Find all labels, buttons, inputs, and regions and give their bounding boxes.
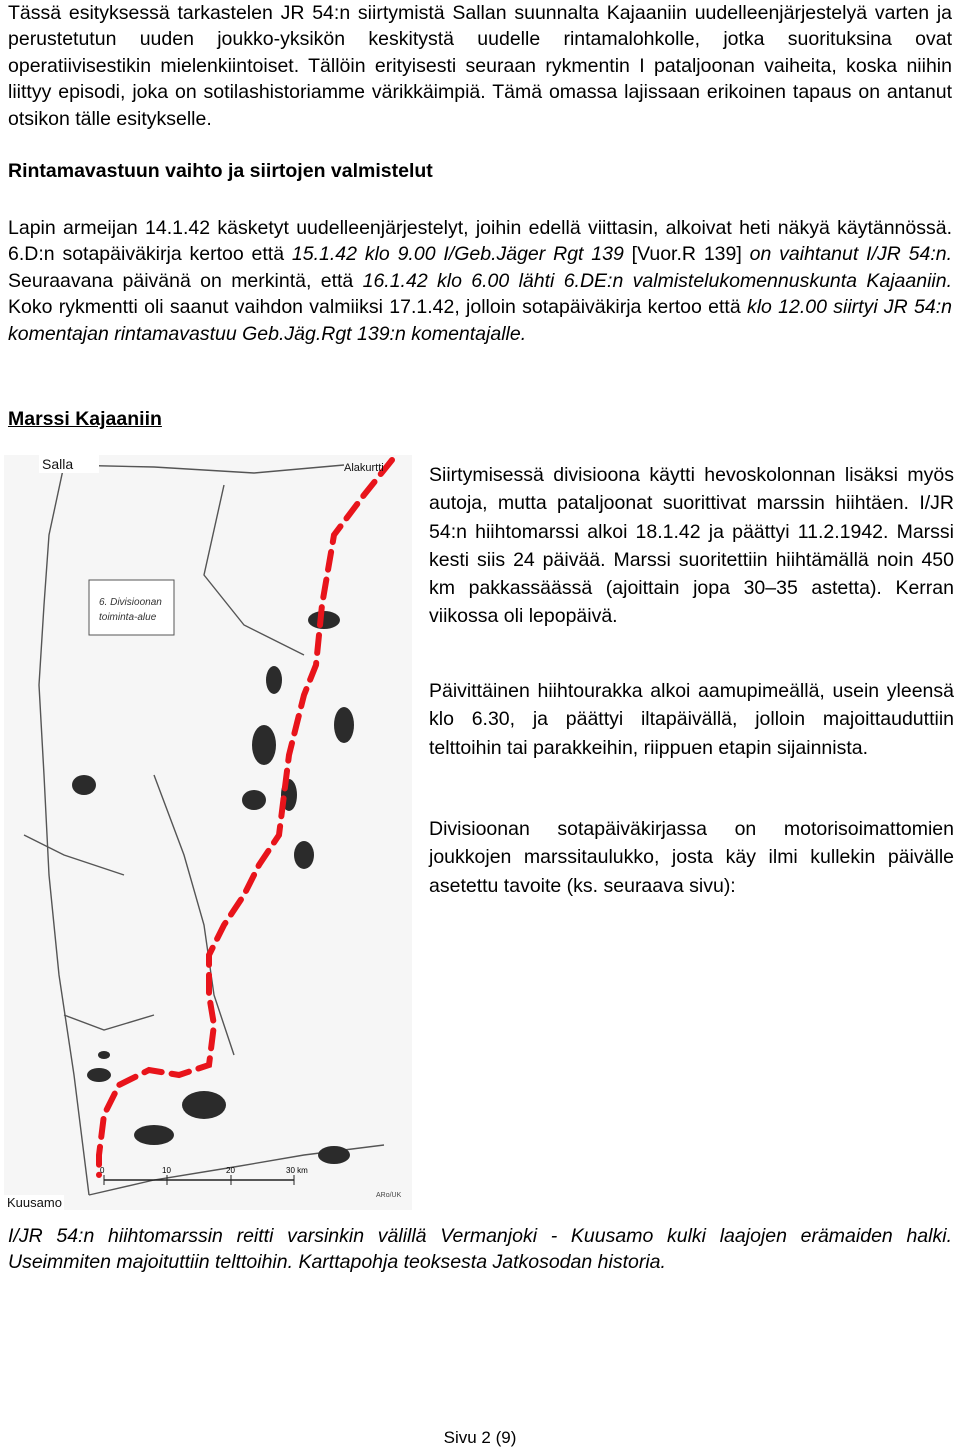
page-number: Sivu 2 (9) [443,1428,517,1447]
label-salla: Salla [42,456,74,472]
p1-text-2: [Vuor.R 139] [623,243,750,266]
p1-italic-3: 16.1.42 klo 6.00 lähti 6.DE:n valmistelukomennuskunta Kajaaniin. [362,269,953,292]
intro-paragraph: Tässä esityksessä tarkastelen JR 54:n siirtymistä Sallan suunnalta Kajaaniin uudelleenjärjestelyä varten ja perustetutun uuden joukko-yksikön keskitystä uudelle rintamalohkolle, jotka suorituksina ovat operatiivisestikin mielenkiintoiset. Tällöin erityisesti seuraan rykmentin I pataljoonan vaiheita, koska niihin liittyy episodi, joka on sotilashistoriamme värikkäimpiä. Tämä omassa lajissaan erikoinen tapaus on antanut otsikon tälle esitykselle. [8,2,952,130]
section-heading-rintamavastuu: Rintamavastuun vaihto ja siirtojen valmistelut [8,160,433,182]
scale-0: 0 [100,1166,105,1175]
section-heading-marssi: Marssi Kajaaniin [8,408,162,430]
map-caption: I/JR 54:n hiihtomarssin reitti varsinkin välillä Vermanjoki - Kuusamo kulki laajojen erämaiden halki. Useimmiten majoituttiin telttoihin. Karttapohja teoksesta Jatkosodan historia. [8,1225,952,1274]
march-paragraph-3: Divisioonan sotapäiväkirjassa on motorisoimattomien joukkojen marssitaulukko, josta käy ilmi kullekin päivälle asetettu tavoite (ks. seuraava sivu): [429,818,954,897]
map-credit: ARo/UK [376,1192,402,1199]
p1-italic-4: klo 12.00 siirtyi JR 54:n komentajan rintamavastuu Geb.Jäg.Rgt 139:n komentajalle. [8,296,952,345]
p1-text-3: Seuraavana päivänä on merkintä, että [8,269,363,292]
march-paragraph-2: Päivittäinen hiihtourakka alkoi aamupimeällä, usein yleensä klo 6.30, ja päättyi iltapäivällä, jolloin majoittauduttiin telttoihin tai parakkeihin, riippuen etapin sijainnista. [429,680,954,759]
p1-italic-1: 15.1.42 klo 9.00 I/Geb.Jäger Rgt 139 [291,243,624,266]
label-alakurtti: Alakurtti [344,462,384,474]
section1-paragraph [8,215,952,347]
p1-italic-2: on vaihtanut I/JR 54:n. [749,243,952,266]
march-paragraph-1: Siirtymisessä divisioona käytti hevoskolonnan lisäksi myös autoja, mutta pataljoonat suorittivat marssin hiihtäen. I/JR 54:n hiihtomarssi alkoi 18.1.42 ja päättyi 11.2.1942. Marssi kesti siis 24 päivää. Marssi suoritettiin hiihtämällä noin 450 km pakkassäässä (ajoittain jopa 30–35 astetta). Kerran viikossa oli lepopäivä. [429,464,954,628]
area-label-line2: toiminta-alue [99,612,157,623]
scale-10: 10 [162,1166,171,1175]
scale-30km: 30 km [286,1166,308,1175]
scale-20: 20 [226,1166,235,1175]
route-map [4,455,412,1210]
label-kuusamo: Kuusamo [7,1195,62,1210]
p1-text-4: Koko rykmentti oli saanut vaihdon valmiiksi 17.1.42, jolloin sotapäiväkirja kertoo että [8,296,747,319]
area-label-line1: 6. Divisioonan [99,597,162,608]
p1-text: Lapin armeijan 14.1.42 käsketyt uudelleenjärjestelyt, joihin edellä viittasin, alkoivat heti näkyä käytännössä. 6.D:n sotapäiväkirja kertoo että [8,217,952,266]
